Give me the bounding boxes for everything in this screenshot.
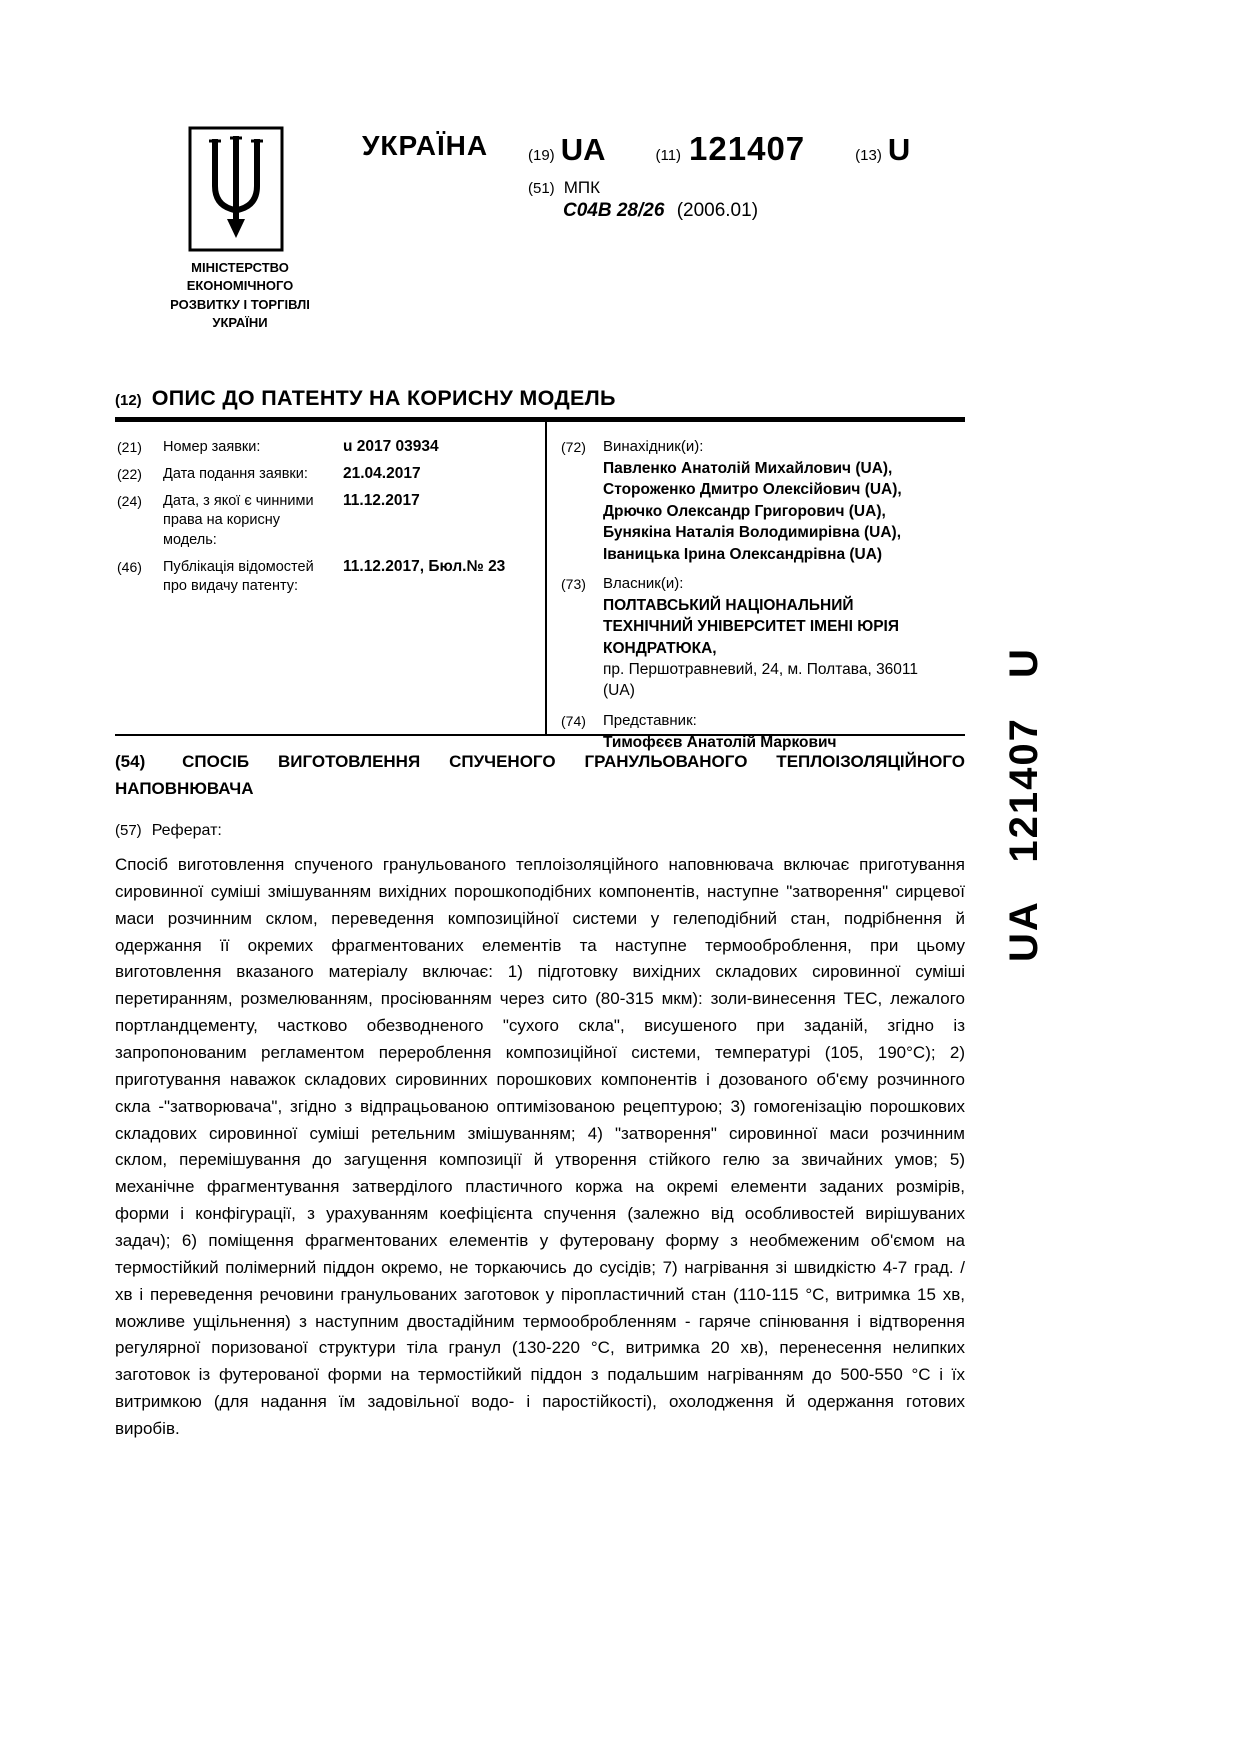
ipc-label: МПК bbox=[563, 178, 600, 197]
invention-title-line2: НАПОВНЮВАЧА bbox=[115, 779, 254, 799]
document-type-title: ОПИС ДО ПАТЕНТУ НА КОРИСНУ МОДЕЛЬ bbox=[151, 386, 616, 410]
biblio-left-column bbox=[117, 438, 541, 604]
inventors-label: Винахідник(и): bbox=[603, 438, 704, 455]
owner-block bbox=[561, 575, 961, 702]
code-24-label: (24) bbox=[117, 493, 142, 510]
code-54-label: (54) bbox=[115, 752, 146, 771]
inventor-name: Стороженко Дмитро Олексійович (UA), bbox=[603, 481, 902, 499]
filing-date-row bbox=[117, 465, 541, 484]
inventor-name: Дрючко Олександр Григорович (UA), bbox=[603, 502, 886, 520]
ministry-line: РОЗВИТКУ І ТОРГІВЛІ bbox=[170, 296, 310, 312]
ipc-class: C04B 28/26 bbox=[563, 200, 665, 221]
inventor-name: Бунякіна Наталія Володимирівна (UA), bbox=[603, 524, 901, 542]
code-74-label: (74) bbox=[561, 712, 586, 729]
bibliographic-section bbox=[115, 422, 965, 751]
invention-title-text: СПОСІБ ВИГОТОВЛЕННЯ СПУЧЕНОГО ГРАНУЛЬОВАНОГО ТЕПЛОІЗОЛЯЦІЙНОГО bbox=[182, 752, 965, 771]
publication-number: 121407 bbox=[689, 130, 806, 167]
code-46-label: (46) bbox=[117, 558, 142, 575]
owner-name-line: ПОЛТАВСЬКИЙ НАЦІОНАЛЬНИЙ bbox=[603, 596, 854, 614]
application-number-label: Номер заявки: bbox=[163, 439, 261, 455]
publication-info-label: Публікація відомостей про видачу патенту: bbox=[163, 558, 314, 594]
effective-date-row bbox=[117, 492, 541, 549]
owner-name-line: КОНДРАТЮКА, bbox=[603, 639, 717, 657]
ipc-classification-row bbox=[563, 200, 758, 222]
application-number-row bbox=[117, 438, 541, 457]
ukraine-trident-emblem-icon bbox=[188, 126, 284, 252]
code-11-label: (11) bbox=[655, 147, 682, 164]
country-name: УКРАЇНА bbox=[362, 130, 489, 161]
representative-block bbox=[561, 712, 961, 753]
code-51-label: (51) bbox=[528, 180, 555, 197]
ipc-header-row bbox=[528, 178, 600, 198]
code-73-label: (73) bbox=[561, 575, 586, 592]
ministry-line: МІНІСТЕРСТВО bbox=[191, 260, 289, 275]
inventor-name: Іваницька Ірина Олександрівна (UA) bbox=[603, 545, 883, 563]
code-12-label: (12) bbox=[115, 392, 142, 409]
ministry-line: УКРАЇНИ bbox=[212, 315, 268, 331]
publication-info-row bbox=[117, 558, 541, 596]
invention-title-section bbox=[115, 748, 965, 802]
publication-codes-row bbox=[528, 130, 910, 168]
vertical-publication-code: UA 121407 U bbox=[1002, 647, 1046, 962]
abstract-heading bbox=[115, 822, 222, 840]
inventor-name: Павленко Анатолій Михайлович (UA), bbox=[603, 460, 893, 477]
owner-address-line: (UA) bbox=[603, 682, 635, 700]
inventors-block bbox=[561, 438, 961, 565]
code-22-label: (22) bbox=[117, 466, 142, 483]
ministry-line: ЕКОНОМІЧНОГО bbox=[186, 278, 294, 294]
document-type-heading bbox=[115, 386, 616, 411]
owner-address-line: пр. Першотравневий, 24, м. Полтава, 36011 bbox=[603, 661, 919, 678]
abstract-text: Спосіб виготовлення спученого гранульованого теплоізоляційного наповнювача включає приготування сировинної суміші змішуванням вихідних порошкоподібних компонентів, наступне "затворення" сирцевої маси розчинним склом, переведення композиційної системи у гелеподібний стан, подрібнення й одержання її окремих фрагментованих елементів та наступне термооброблення, при цьому виготовлення вказаного матеріалу включає: 1) підготовку вихідних складових сировинної суміші перетиранням, розмелюванням, просіюванням через сито (80-315 мкм): золи-винесення ТЕС, лежалого портландцементу, частково обезводненого "сухого скла", висушеного при заданій, згідно із запропонованим регламентом перероблення композиційної системи, температурі (105, 190°С); 2) приготування наважок складових сировинних порошкових компонентів і дозованого об'єму розчинного скла -"затворювача", згідно з відпрацьованою оптимізованою рецептурою; 3) гомогенізацію порошкових складових сировинної суміші ретельним змішуванням; 4) "затворення" сировинної маси розчинним склом, перемішування до загущення композиції й утворення стійкого гелю за звичайних умов; 5) механічне фрагментування затверділого пластичного коржа на окремі елементи заданих розмірів, форми і конфігурації, з урахуванням коефіцієнта спучення (залежно від особливостей вирішуваних задач); 6) поміщення фрагментованих елементів у футеровану форму з необмеженим об'ємом на термостійкий полімерний піддон окремо, не торкаючись до сусідів; 7) нагрівання зі швидкістю 4-7 град. / хв і переведення речовини гранульованих заготовок у піропластичний стан (110-115 °С, витримка 15 хв, можливе ущільнення) з наступним двостадійним термообробленням - гаряче спінювання і відтворення регулярної поризованої структури тіла гранул (130-220 °С, витримка 20 хв), перенесення нелипких заготовок із футерованої форми на термостійкий піддон з подальшим нагріванням до 500-550 °С і їх витримкою (для надання їм задовільної водо- і паростійкості), охолодження й одержання готових виробів. bbox=[115, 855, 965, 1439]
representative-name: Тимофєєв Анатолій Маркович bbox=[603, 733, 837, 751]
abstract-label: Реферат: bbox=[151, 822, 222, 839]
code-19-label: (19) bbox=[528, 147, 555, 164]
code-13-label: (13) bbox=[855, 147, 882, 164]
representative-label: Представник: bbox=[603, 711, 697, 729]
ministry-name bbox=[154, 259, 326, 333]
ipc-version: (2006.01) bbox=[676, 200, 759, 221]
effective-date-label: Дата, з якої є чинними права на корисну модель: bbox=[163, 493, 314, 548]
effective-date-value: 11.12.2017 bbox=[343, 492, 420, 510]
invention-title-line1 bbox=[115, 748, 965, 775]
kind-code: U bbox=[887, 132, 911, 167]
code-57-label: (57) bbox=[115, 822, 142, 839]
filing-date-value: 21.04.2017 bbox=[343, 465, 421, 483]
code-72-label: (72) bbox=[561, 439, 586, 455]
application-number-value: u 2017 03934 bbox=[343, 438, 439, 455]
owner-name-line: ТЕХНІЧНИЙ УНІВЕРСИТЕТ ІМЕНІ ЮРІЯ bbox=[603, 618, 899, 636]
column-divider bbox=[545, 422, 547, 734]
owner-label: Власник(и): bbox=[603, 574, 684, 592]
country-code: UA bbox=[560, 132, 606, 167]
code-21-label: (21) bbox=[117, 439, 142, 455]
publication-info-value: 11.12.2017, Бюл.№ 23 bbox=[343, 557, 506, 575]
biblio-right-column bbox=[561, 438, 961, 763]
filing-date-label: Дата подання заявки: bbox=[163, 466, 308, 483]
